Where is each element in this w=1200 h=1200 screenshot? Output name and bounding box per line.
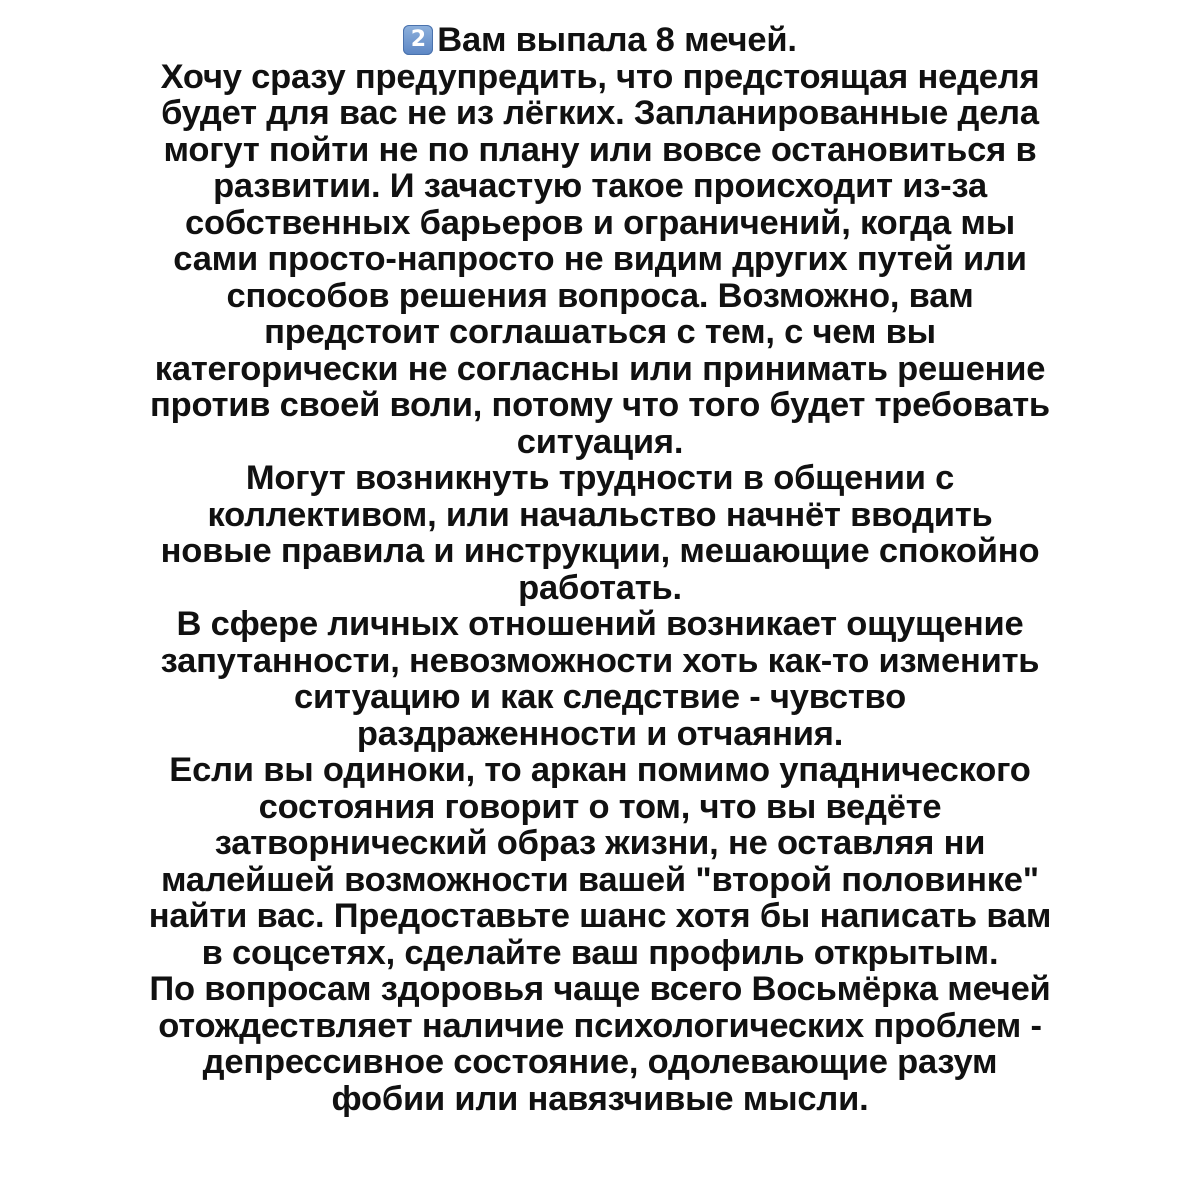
text-line: состояния говорит о том, что вы ведёте: [258, 787, 942, 826]
text-line: В сфере личных отношений возникает ощущение: [176, 605, 1024, 643]
text-line: депрессивное состояние, одолевающие разум: [202, 1043, 998, 1081]
text-line: малейшей возможности вашей "второй половинке": [161, 860, 1039, 899]
title-text: Вам выпала 8 мечей.: [437, 21, 797, 59]
text-line: затворнический образ жизни, не оставляя ни: [214, 824, 986, 862]
text-line: ситуацию и как следствие - чувство: [294, 678, 906, 716]
text-line: развитии. И зачастую такое происходит из-за: [213, 167, 987, 205]
text-line: отождествляет наличие психологических проблем -: [158, 1006, 1042, 1045]
text-line: раздраженности и отчаяния.: [356, 714, 844, 753]
text-line: Могут возникнуть трудности в общении с: [245, 459, 955, 497]
title-number: 8: [655, 21, 675, 59]
text-line: коллективом, или начальство начнёт вводить: [207, 495, 993, 534]
text-line: Если вы одиноки, то аркан помимо упаднического: [169, 751, 1031, 789]
text-line: против своей воли, потому что того будет требовать: [150, 386, 1050, 424]
text-line: найти вас. Предоставьте шанс хотя бы написать вам: [148, 897, 1052, 935]
text-line: По вопросам здоровья чаще всего Восьмёрка мечей: [149, 970, 1051, 1008]
keycap-digit-icon: 2: [403, 25, 433, 55]
text-line: Хочу сразу предупредить, что предстоящая неделя: [160, 57, 1040, 96]
text-line: фобии или навязчивые мысли.: [331, 1079, 869, 1118]
text-line: категорически не согласны или принимать решение: [154, 349, 1046, 388]
text-line: работать.: [518, 568, 682, 607]
text-document: [0, 22, 1200, 1117]
text-line: ситуация.: [516, 422, 684, 461]
text-line: предстоит соглашаться с тем, с чем вы: [264, 313, 936, 351]
title-line: [0, 22, 1200, 59]
text-line: способов решения вопроса. Возможно, вам: [226, 276, 974, 315]
text-line: могут пойти не по плану или вовсе остановиться в: [163, 130, 1037, 169]
text-line: собственных барьеров и ограничений, когда мы: [185, 203, 1015, 242]
text-line: запутанности, невозможности хоть как-то изменить: [160, 641, 1040, 680]
text-line: будет для вас не из лёгких. Запланированные дела: [161, 94, 1039, 132]
text-line: сами просто-напросто не видим других путей или: [173, 240, 1027, 278]
text-line: новые правила и инструкции, мешающие спокойно: [160, 532, 1040, 570]
text-line: в соцсетях, сделайте ваш профиль открытым.: [201, 933, 999, 972]
